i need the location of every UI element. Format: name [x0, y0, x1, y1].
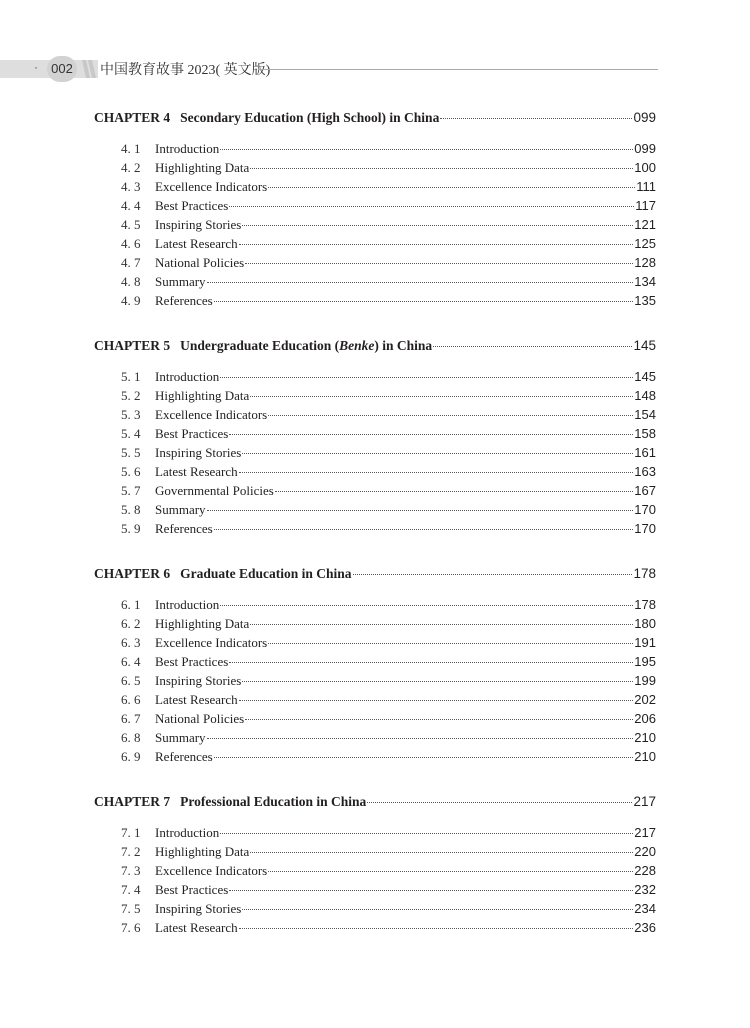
section-page: 128 [634, 255, 656, 270]
toc-entry[interactable] [94, 426, 656, 445]
dot-leader [229, 662, 633, 663]
dot-leader [250, 624, 633, 625]
section-title: References [155, 293, 213, 308]
toc-entry[interactable] [94, 521, 656, 540]
dot-leader [239, 244, 634, 245]
dot-leader [367, 802, 632, 803]
section-number: 7. 6 [121, 920, 141, 935]
section-title: Inspiring Stories [155, 217, 242, 232]
section-page: 220 [634, 844, 656, 859]
toc-entry[interactable] [94, 616, 656, 635]
section-title: Inspiring Stories [155, 445, 242, 460]
chapter-title-end: ) in China [374, 338, 433, 353]
section-title: Summary [155, 730, 206, 745]
table-of-contents [94, 110, 656, 965]
chapter-heading[interactable] [94, 794, 656, 814]
dot-leader [250, 852, 633, 853]
chapter-title [180, 338, 432, 354]
section-number: 5. 6 [121, 464, 141, 479]
section-page: 163 [634, 464, 656, 479]
section-title: Best Practices [155, 654, 229, 669]
chapter-number: CHAPTER 4 [94, 110, 171, 125]
section-title: Highlighting Data [155, 388, 250, 403]
section-number: 6. 9 [121, 749, 141, 764]
dot-leader [214, 529, 634, 530]
entry-list [94, 141, 656, 312]
toc-entry[interactable] [94, 749, 656, 768]
toc-entry[interactable] [94, 483, 656, 502]
dot-leader [239, 928, 634, 929]
section-page: 232 [634, 882, 656, 897]
section-title: Introduction [155, 825, 220, 840]
dot-leader [229, 206, 634, 207]
dot-leader [250, 396, 633, 397]
section-title: Inspiring Stories [155, 901, 242, 916]
dot-leader [440, 118, 632, 119]
section-number: 5. 9 [121, 521, 141, 536]
section-title: National Policies [155, 711, 245, 726]
dot-leader [229, 890, 633, 891]
entry-list [94, 369, 656, 540]
chapter-page: 217 [633, 794, 656, 809]
chapter-heading[interactable] [94, 110, 656, 130]
chapter-title: Professional Education in China [180, 794, 367, 809]
toc-entry[interactable] [94, 654, 656, 673]
dot-leader [220, 149, 633, 150]
dot-leader [207, 282, 634, 283]
dot-leader [229, 434, 633, 435]
section-title: Inspiring Stories [155, 673, 242, 688]
section-number: 4. 2 [121, 160, 141, 175]
header-dot: · [34, 60, 38, 74]
section-title: National Policies [155, 255, 245, 270]
dot-leader [239, 472, 634, 473]
dot-leader [239, 700, 634, 701]
section-page: 099 [634, 141, 656, 156]
section-title: Summary [155, 502, 206, 517]
section-number: 6. 3 [121, 635, 141, 650]
section-page: 202 [634, 692, 656, 707]
section-page: 145 [634, 369, 656, 384]
section-number: 7. 1 [121, 825, 141, 840]
section-number: 6. 6 [121, 692, 141, 707]
section-number: 5. 1 [121, 369, 141, 384]
chapter-page: 145 [633, 338, 656, 353]
toc-entry[interactable] [94, 369, 656, 388]
section-page: 117 [635, 198, 656, 213]
toc-entry[interactable] [94, 160, 656, 179]
section-title: Introduction [155, 369, 220, 384]
section-number: 5. 5 [121, 445, 141, 460]
section-page: 228 [634, 863, 656, 878]
toc-entry[interactable] [94, 179, 656, 198]
toc-entry[interactable] [94, 255, 656, 274]
section-page: 134 [634, 274, 656, 289]
dot-leader [245, 719, 633, 720]
dot-leader [220, 833, 633, 834]
section-title: Introduction [155, 141, 220, 156]
toc-entry[interactable] [94, 141, 656, 160]
section-page: 178 [634, 597, 656, 612]
section-page: 191 [634, 635, 656, 650]
section-number: 4. 7 [121, 255, 141, 270]
chapter-number: CHAPTER 5 [94, 338, 171, 353]
section-number: 4. 5 [121, 217, 141, 232]
chapter-heading[interactable] [94, 566, 656, 586]
section-number: 6. 5 [121, 673, 141, 688]
section-page: 121 [634, 217, 656, 232]
section-page: 100 [634, 160, 656, 175]
section-page: 125 [634, 236, 656, 251]
chapter-number: CHAPTER 7 [94, 794, 171, 809]
toc-entry[interactable] [94, 407, 656, 426]
dot-leader [242, 909, 633, 910]
section-page: 161 [634, 445, 656, 460]
section-page: 111 [636, 179, 656, 194]
dot-leader [207, 738, 634, 739]
section-title: Highlighting Data [155, 160, 250, 175]
dot-leader [268, 415, 633, 416]
chapter-number: CHAPTER 6 [94, 566, 171, 581]
toc-entry[interactable] [94, 236, 656, 255]
toc-entry[interactable] [94, 274, 656, 293]
section-title: Best Practices [155, 882, 229, 897]
toc-entry[interactable] [94, 920, 656, 939]
toc-entry[interactable] [94, 597, 656, 616]
dot-leader [268, 871, 633, 872]
section-title: Latest Research [155, 464, 238, 479]
chapter-page: 099 [633, 110, 656, 125]
section-number: 6. 4 [121, 654, 141, 669]
dot-leader [220, 377, 633, 378]
dot-leader [245, 263, 633, 264]
toc-entry[interactable] [94, 673, 656, 692]
section-title: Latest Research [155, 692, 238, 707]
section-page: 195 [634, 654, 656, 669]
section-number: 5. 7 [121, 483, 141, 498]
section-number: 4. 3 [121, 179, 141, 194]
section-title: References [155, 521, 213, 536]
toc-entry[interactable] [94, 711, 656, 730]
toc-entry[interactable] [94, 863, 656, 882]
dot-leader [214, 301, 634, 302]
dot-leader [242, 453, 633, 454]
section-title: Excellence Indicators [155, 635, 268, 650]
toc-entry[interactable] [94, 217, 656, 236]
section-page: 234 [634, 901, 656, 916]
section-title: References [155, 749, 213, 764]
section-number: 6. 7 [121, 711, 141, 726]
section-page: 170 [634, 502, 656, 517]
book-title: 中国教育故事 2023( 英文版) [100, 63, 271, 78]
dot-leader [242, 225, 633, 226]
toc-entry[interactable] [94, 388, 656, 407]
dot-leader [207, 510, 634, 511]
section-number: 7. 2 [121, 844, 141, 859]
section-number: 6. 1 [121, 597, 141, 612]
section-number: 6. 2 [121, 616, 141, 631]
dot-leader [242, 681, 633, 682]
section-title: Latest Research [155, 920, 238, 935]
section-page: 199 [634, 673, 656, 688]
toc-entry[interactable] [94, 502, 656, 521]
chapter-title: Secondary Education (High School) in China [180, 110, 440, 125]
chapter-title-italic: Benke [339, 338, 375, 353]
section-page: 167 [634, 483, 656, 498]
section-number: 4. 4 [121, 198, 141, 213]
chapter-title: Graduate Education in China [180, 566, 352, 581]
chapter-page: 178 [633, 566, 656, 581]
chapter-7 [94, 794, 656, 939]
section-page: 206 [634, 711, 656, 726]
section-page: 154 [634, 407, 656, 422]
toc-entry[interactable] [94, 882, 656, 901]
toc-entry[interactable] [94, 901, 656, 920]
section-number: 6. 8 [121, 730, 141, 745]
section-number: 4. 9 [121, 293, 141, 308]
section-number: 4. 1 [121, 141, 141, 156]
dot-leader [268, 187, 635, 188]
dot-leader [275, 491, 634, 492]
section-number: 5. 3 [121, 407, 141, 422]
section-page: 180 [634, 616, 656, 631]
chapter-5 [94, 338, 656, 540]
header-rule [258, 69, 658, 70]
section-title: Highlighting Data [155, 616, 250, 631]
section-title: Best Practices [155, 426, 229, 441]
toc-entry[interactable] [94, 844, 656, 863]
toc-entry[interactable] [94, 825, 656, 844]
dot-leader [214, 757, 634, 758]
section-page: 158 [634, 426, 656, 441]
section-title: Latest Research [155, 236, 238, 251]
toc-entry[interactable] [94, 730, 656, 749]
section-page: 170 [634, 521, 656, 536]
section-page: 148 [634, 388, 656, 403]
dot-leader [268, 643, 633, 644]
section-page: 236 [634, 920, 656, 935]
running-header [0, 56, 750, 86]
page-number: 002 [51, 61, 73, 76]
toc-entry[interactable] [94, 635, 656, 654]
dot-leader [220, 605, 633, 606]
section-page: 217 [634, 825, 656, 840]
dot-leader [250, 168, 633, 169]
section-number: 7. 3 [121, 863, 141, 878]
section-title: Governmental Policies [155, 483, 274, 498]
toc-entry[interactable] [94, 445, 656, 464]
dot-leader [353, 574, 633, 575]
section-title: Excellence Indicators [155, 179, 268, 194]
section-title: Excellence Indicators [155, 407, 268, 422]
section-number: 5. 8 [121, 502, 141, 517]
section-title: Summary [155, 274, 206, 289]
entry-list [94, 597, 656, 768]
section-page: 210 [634, 749, 656, 764]
chapter-title-start: Undergraduate Education ( [180, 338, 340, 353]
toc-entry[interactable] [94, 464, 656, 483]
toc-entry[interactable] [94, 198, 656, 217]
dot-leader [433, 346, 632, 347]
section-number: 7. 5 [121, 901, 141, 916]
chapter-6 [94, 566, 656, 768]
section-number: 4. 8 [121, 274, 141, 289]
toc-entry[interactable] [94, 293, 656, 312]
section-title: Best Practices [155, 198, 229, 213]
section-page: 210 [634, 730, 656, 745]
section-title: Excellence Indicators [155, 863, 268, 878]
chapter-heading[interactable] [94, 338, 656, 358]
chapter-4 [94, 110, 656, 312]
section-number: 4. 6 [121, 236, 141, 251]
section-number: 5. 4 [121, 426, 141, 441]
section-number: 5. 2 [121, 388, 141, 403]
slash-decoration-icon [80, 60, 96, 78]
section-title: Highlighting Data [155, 844, 250, 859]
section-title: Introduction [155, 597, 220, 612]
section-page: 135 [634, 293, 656, 308]
toc-entry[interactable] [94, 692, 656, 711]
section-number: 7. 4 [121, 882, 141, 897]
entry-list [94, 825, 656, 939]
